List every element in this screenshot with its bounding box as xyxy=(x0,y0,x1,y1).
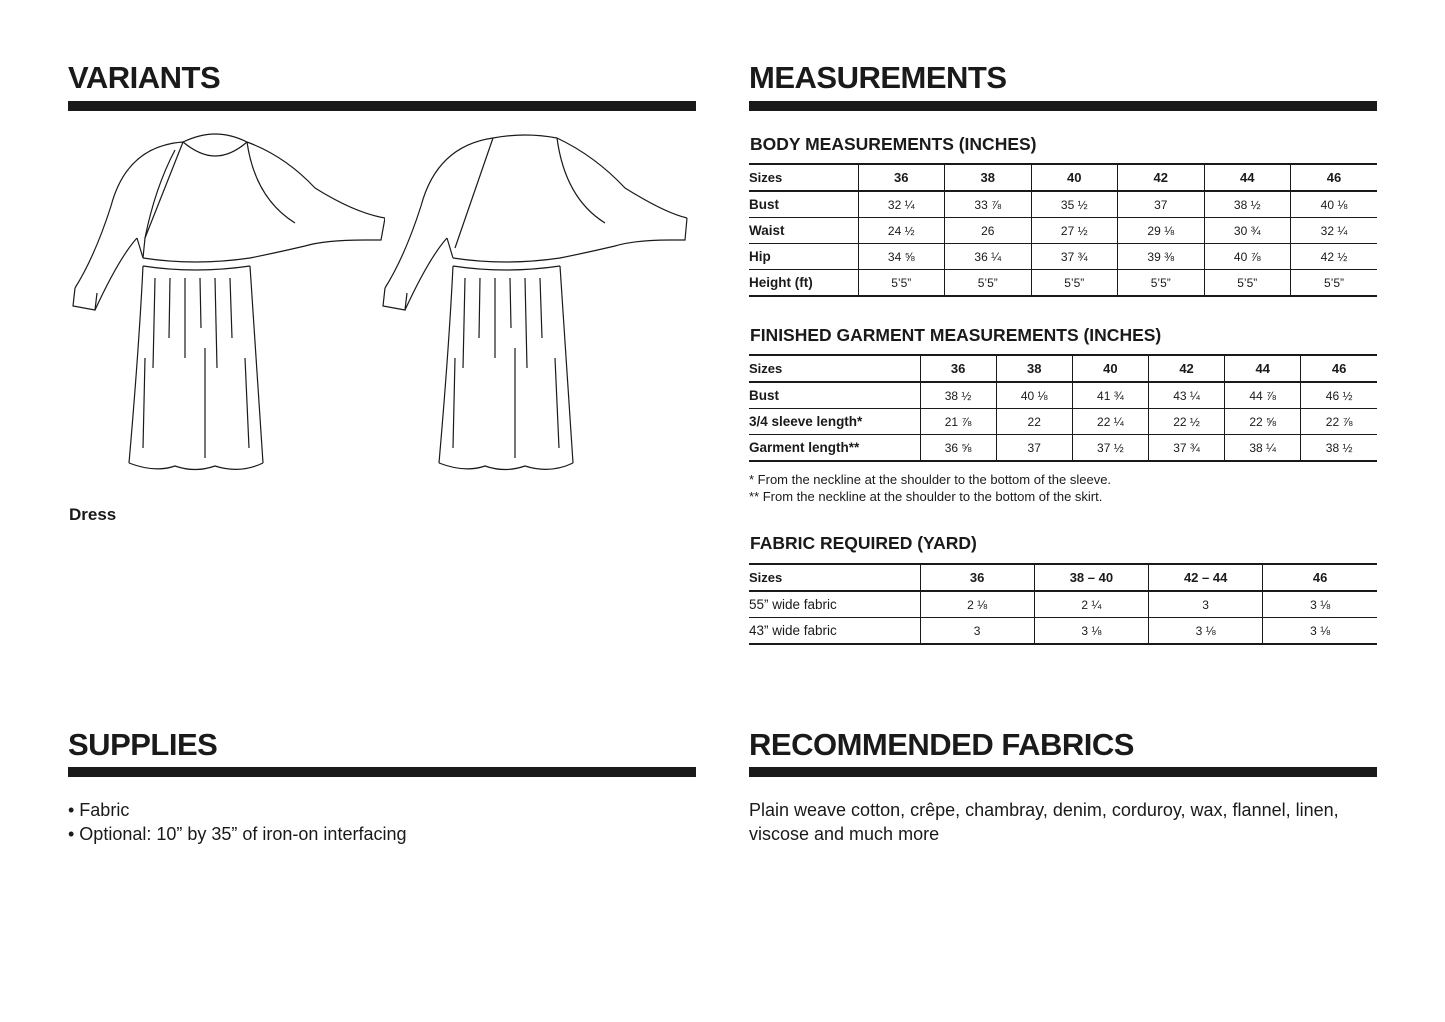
header-cell: 38 xyxy=(945,164,1032,191)
variants-rule xyxy=(68,101,696,111)
table-cell: 34 ⅝ xyxy=(858,244,945,270)
row-label: 55” wide fabric xyxy=(749,591,920,618)
table-row xyxy=(749,218,1377,244)
row-label: Waist xyxy=(749,218,858,244)
header-cell: 38 xyxy=(996,355,1072,382)
header-cell: 44 xyxy=(1204,164,1291,191)
body-measurements-title: BODY MEASUREMENTS (INCHES) xyxy=(750,134,1037,154)
table-cell: 40 ⅞ xyxy=(1204,244,1291,270)
table-row xyxy=(749,244,1377,270)
table-cell: 36 ⅝ xyxy=(920,435,996,462)
table-cell: 26 xyxy=(945,218,1032,244)
header-cell: 46 xyxy=(1291,164,1378,191)
finished-garment-title: FINISHED GARMENT MEASUREMENTS (INCHES) xyxy=(750,325,1162,345)
table-cell: 37 ¾ xyxy=(1031,244,1118,270)
table-cell: 3 xyxy=(1149,591,1263,618)
table-cell: 3 ⅛ xyxy=(1263,591,1377,618)
table-cell: 38 ¼ xyxy=(1225,435,1301,462)
table-cell: 43 ¼ xyxy=(1148,382,1224,409)
recommended-fabrics-title: RECOMMENDED FABRICS xyxy=(749,727,1134,762)
header-cell: 42 – 44 xyxy=(1149,564,1263,591)
row-label: 43” wide fabric xyxy=(749,618,920,645)
measurements-title: MEASUREMENTS xyxy=(749,60,1007,95)
header-cell: 36 xyxy=(858,164,945,191)
recommended-fabrics-text: Plain weave cotton, crêpe, chambray, denim, corduroy, wax, flannel, linen, viscose and much more xyxy=(749,800,1339,844)
table-cell: 29 ⅛ xyxy=(1118,218,1205,244)
table-cell: 35 ½ xyxy=(1031,191,1118,218)
fabric-required-table xyxy=(749,563,1377,645)
table-cell: 44 ⅞ xyxy=(1225,382,1301,409)
table-cell: 37 xyxy=(1118,191,1205,218)
table-cell: 3 ⅛ xyxy=(1263,618,1377,645)
supplies-list xyxy=(68,798,406,846)
list-item: • Fabric xyxy=(68,800,130,820)
header-cell: 36 xyxy=(920,355,996,382)
row-label: 3/4 sleeve length* xyxy=(749,409,920,435)
header-cell: 46 xyxy=(1263,564,1377,591)
header-cell: Sizes xyxy=(749,355,920,382)
table-cell: 27 ½ xyxy=(1031,218,1118,244)
table-cell: 46 ½ xyxy=(1301,382,1377,409)
table-row xyxy=(749,591,1377,618)
finished-garment-table xyxy=(749,354,1377,462)
table-cell: 39 ⅜ xyxy=(1118,244,1205,270)
header-cell: 36 xyxy=(920,564,1034,591)
table-cell: 3 ⅛ xyxy=(1149,618,1263,645)
header-cell: Sizes xyxy=(749,564,920,591)
footnote-sleeve: * From the neckline at the shoulder to the bottom of the sleeve. xyxy=(749,472,1112,487)
table-cell: 22 ⅞ xyxy=(1301,409,1377,435)
table-cell: 30 ¾ xyxy=(1204,218,1291,244)
table-header-row xyxy=(749,355,1377,382)
table-cell: 5’5” xyxy=(858,270,945,297)
list-item: • Optional: 10” by 35” of iron-on interfacing xyxy=(68,824,407,844)
header-cell: Sizes xyxy=(749,164,858,191)
table-cell: 41 ¾ xyxy=(1072,382,1148,409)
table-cell: 22 ¼ xyxy=(1072,409,1148,435)
row-label: Bust xyxy=(749,382,920,409)
table-cell: 22 ⅝ xyxy=(1225,409,1301,435)
supplies-rule xyxy=(68,767,696,777)
table-cell: 5’5” xyxy=(945,270,1032,297)
table-cell: 3 ⅛ xyxy=(1034,618,1148,645)
row-label: Bust xyxy=(749,191,858,218)
table-cell: 40 ⅛ xyxy=(996,382,1072,409)
table-cell: 32 ¼ xyxy=(858,191,945,218)
variants-title: VARIANTS xyxy=(68,60,221,95)
table-row xyxy=(749,270,1377,297)
table-row xyxy=(749,435,1377,462)
row-label: Garment length** xyxy=(749,435,920,462)
table-cell: 32 ¼ xyxy=(1291,218,1378,244)
fabric-required-title: FABRIC REQUIRED (YARD) xyxy=(750,533,977,553)
variant-caption: Dress xyxy=(69,505,117,524)
table-row xyxy=(749,191,1377,218)
row-label: Height (ft) xyxy=(749,270,858,297)
measurements-rule xyxy=(749,101,1377,111)
recommended-fabrics-rule xyxy=(749,767,1377,777)
table-cell: 21 ⅞ xyxy=(920,409,996,435)
table-row xyxy=(749,409,1377,435)
table-cell: 3 xyxy=(920,618,1034,645)
table-cell: 37 ½ xyxy=(1072,435,1148,462)
table-cell: 5’5” xyxy=(1118,270,1205,297)
footnote-skirt: ** From the neckline at the shoulder to the bottom of the skirt. xyxy=(749,489,1103,504)
table-cell: 2 ⅛ xyxy=(920,591,1034,618)
table-cell: 40 ⅛ xyxy=(1291,191,1378,218)
table-cell: 5’5” xyxy=(1031,270,1118,297)
table-cell: 36 ¼ xyxy=(945,244,1032,270)
header-cell: 42 xyxy=(1148,355,1224,382)
header-cell: 40 xyxy=(1072,355,1148,382)
table-cell: 5’5” xyxy=(1204,270,1291,297)
table-row xyxy=(749,618,1377,645)
body-measurements-table xyxy=(749,163,1377,297)
table-cell: 24 ½ xyxy=(858,218,945,244)
table-cell: 5’5” xyxy=(1291,270,1378,297)
dress-front-illustration xyxy=(65,128,385,478)
supplies-title: SUPPLIES xyxy=(68,727,218,762)
table-cell: 2 ¼ xyxy=(1034,591,1148,618)
header-cell: 40 xyxy=(1031,164,1118,191)
table-row xyxy=(749,382,1377,409)
table-cell: 37 ¾ xyxy=(1148,435,1224,462)
table-cell: 33 ⅞ xyxy=(945,191,1032,218)
table-cell: 37 xyxy=(996,435,1072,462)
row-label: Hip xyxy=(749,244,858,270)
table-cell: 38 ½ xyxy=(1301,435,1377,462)
table-cell: 38 ½ xyxy=(920,382,996,409)
table-header-row xyxy=(749,564,1377,591)
table-cell: 22 ½ xyxy=(1148,409,1224,435)
header-cell: 46 xyxy=(1301,355,1377,382)
table-cell: 22 xyxy=(996,409,1072,435)
header-cell: 38 – 40 xyxy=(1034,564,1148,591)
table-cell: 38 ½ xyxy=(1204,191,1291,218)
header-cell: 42 xyxy=(1118,164,1205,191)
dress-back-illustration xyxy=(375,128,695,478)
table-cell: 42 ½ xyxy=(1291,244,1378,270)
table-header-row xyxy=(749,164,1377,191)
header-cell: 44 xyxy=(1225,355,1301,382)
